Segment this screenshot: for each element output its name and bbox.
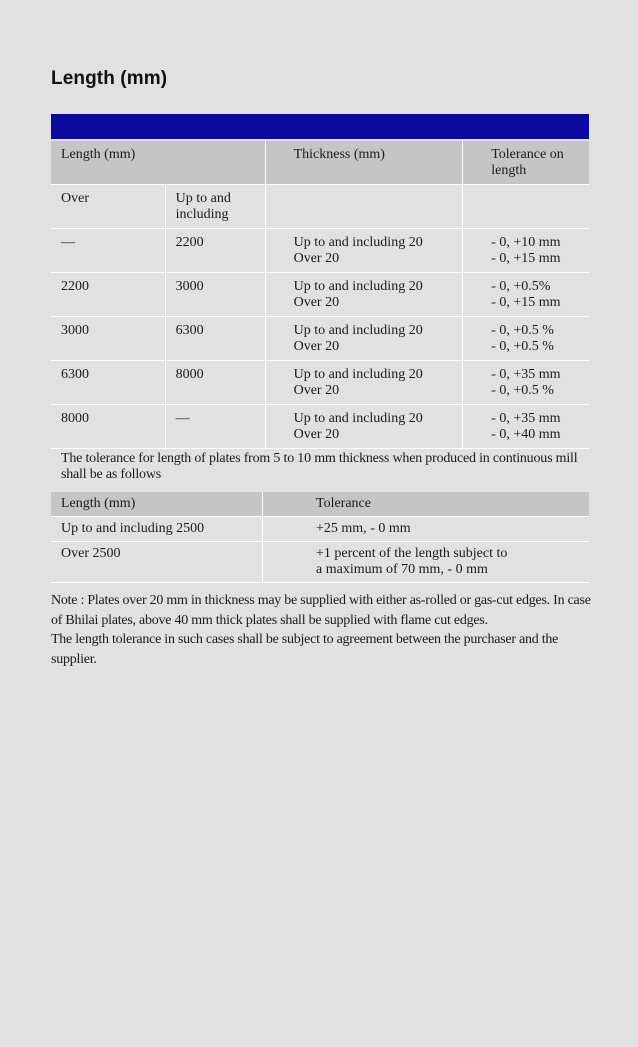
tolerance-line: - 0, +0.5 % [491, 339, 554, 354]
cell-tolerance [263, 517, 590, 542]
cell-tolerance [463, 273, 589, 317]
length-tolerance-table [51, 141, 589, 449]
cell-thickness [265, 273, 463, 317]
table-header-row [51, 141, 589, 185]
header-length: Length (mm) [51, 141, 265, 185]
subheader-up-to: Up to and including [165, 185, 265, 229]
thickness-line: Up to and including 20 [293, 367, 423, 382]
subheader-over: Over [51, 185, 165, 229]
continuous-mill-paragraph: The tolerance for length of plates from 5 to 10 mm thickness when produced in continuous mill shall be as follows [61, 451, 578, 482]
cell-up-to: 6300 [165, 317, 265, 361]
cell-thickness [265, 317, 463, 361]
table-row [51, 229, 589, 273]
thickness-line: Up to and including 20 [293, 235, 423, 250]
tolerance-line: - 0, +40 mm [491, 427, 561, 442]
thickness-line: Over 20 [293, 383, 340, 398]
table-subheader-row [51, 185, 589, 229]
thickness-line: Over 20 [293, 295, 340, 310]
note-line: Note : Plates over 20 mm in thickness may be supplied with either as-rolled or gas-cut edges. In case of Bhilai plates, above 40 mm thick plates shall be supplied with flame cut edges. [51, 593, 591, 628]
thickness-line: Up to and including 20 [293, 279, 423, 294]
cell-over: 8000 [51, 405, 165, 449]
tolerance-line: - 0, +0.5 % [491, 323, 554, 338]
continuous-mill-tolerance-table [51, 492, 589, 583]
tolerance-line: - 0, +0.5 % [491, 383, 554, 398]
cell-over: 3000 [51, 317, 165, 361]
cell-tolerance [463, 317, 589, 361]
table-header-row [51, 492, 589, 517]
header-length: Length (mm) [51, 492, 263, 517]
note-line: The length tolerance in such cases shall be subject to agreement between the purchaser and the supplier. [51, 632, 559, 667]
tolerance-line: +25 mm, - 0 mm [316, 521, 411, 536]
cell-thickness [265, 361, 463, 405]
tolerance-line: - 0, +35 mm [491, 367, 561, 382]
cell-thickness [265, 405, 463, 449]
table-row [51, 317, 589, 361]
cell-tolerance [463, 405, 589, 449]
cell-up-to: 3000 [165, 273, 265, 317]
tolerance-line: - 0, +0.5% [491, 279, 551, 294]
cell-tolerance [463, 229, 589, 273]
thickness-line: Over 20 [293, 251, 340, 266]
thickness-line: Up to and including 20 [293, 323, 423, 338]
table-header-band [51, 114, 589, 139]
table-row [51, 405, 589, 449]
tolerance-line: a maximum of 70 mm, - 0 mm [316, 562, 488, 577]
tolerance-line: - 0, +15 mm [491, 251, 561, 266]
tolerance-line: - 0, +15 mm [491, 295, 561, 310]
subheader-empty [463, 185, 589, 229]
cell-tolerance [463, 361, 589, 405]
tolerance-line: +1 percent of the length subject to [316, 546, 508, 561]
subheader-empty [265, 185, 463, 229]
table-row [51, 542, 589, 583]
header-tolerance: Tolerance on length [463, 141, 589, 185]
thickness-line: Over 20 [293, 339, 340, 354]
tolerance-line: - 0, +35 mm [491, 411, 561, 426]
cell-over: — [51, 229, 165, 273]
note-text [51, 591, 591, 669]
header-tolerance: Tolerance [263, 492, 590, 517]
thickness-line: Over 20 [293, 427, 340, 442]
header-thickness: Thickness (mm) [265, 141, 463, 185]
cell-up-to: — [165, 405, 265, 449]
cell-over: 6300 [51, 361, 165, 405]
table-row [51, 361, 589, 405]
page-title: Length (mm) [51, 68, 168, 89]
table-row [51, 517, 589, 542]
cell-over: 2200 [51, 273, 165, 317]
cell-tolerance [263, 542, 590, 583]
tolerance-line: - 0, +10 mm [491, 235, 561, 250]
cell-up-to: 8000 [165, 361, 265, 405]
cell-thickness [265, 229, 463, 273]
cell-length: Over 2500 [51, 542, 263, 583]
cell-length: Up to and including 2500 [51, 517, 263, 542]
table-row [51, 273, 589, 317]
thickness-line: Up to and including 20 [293, 411, 423, 426]
cell-up-to: 2200 [165, 229, 265, 273]
